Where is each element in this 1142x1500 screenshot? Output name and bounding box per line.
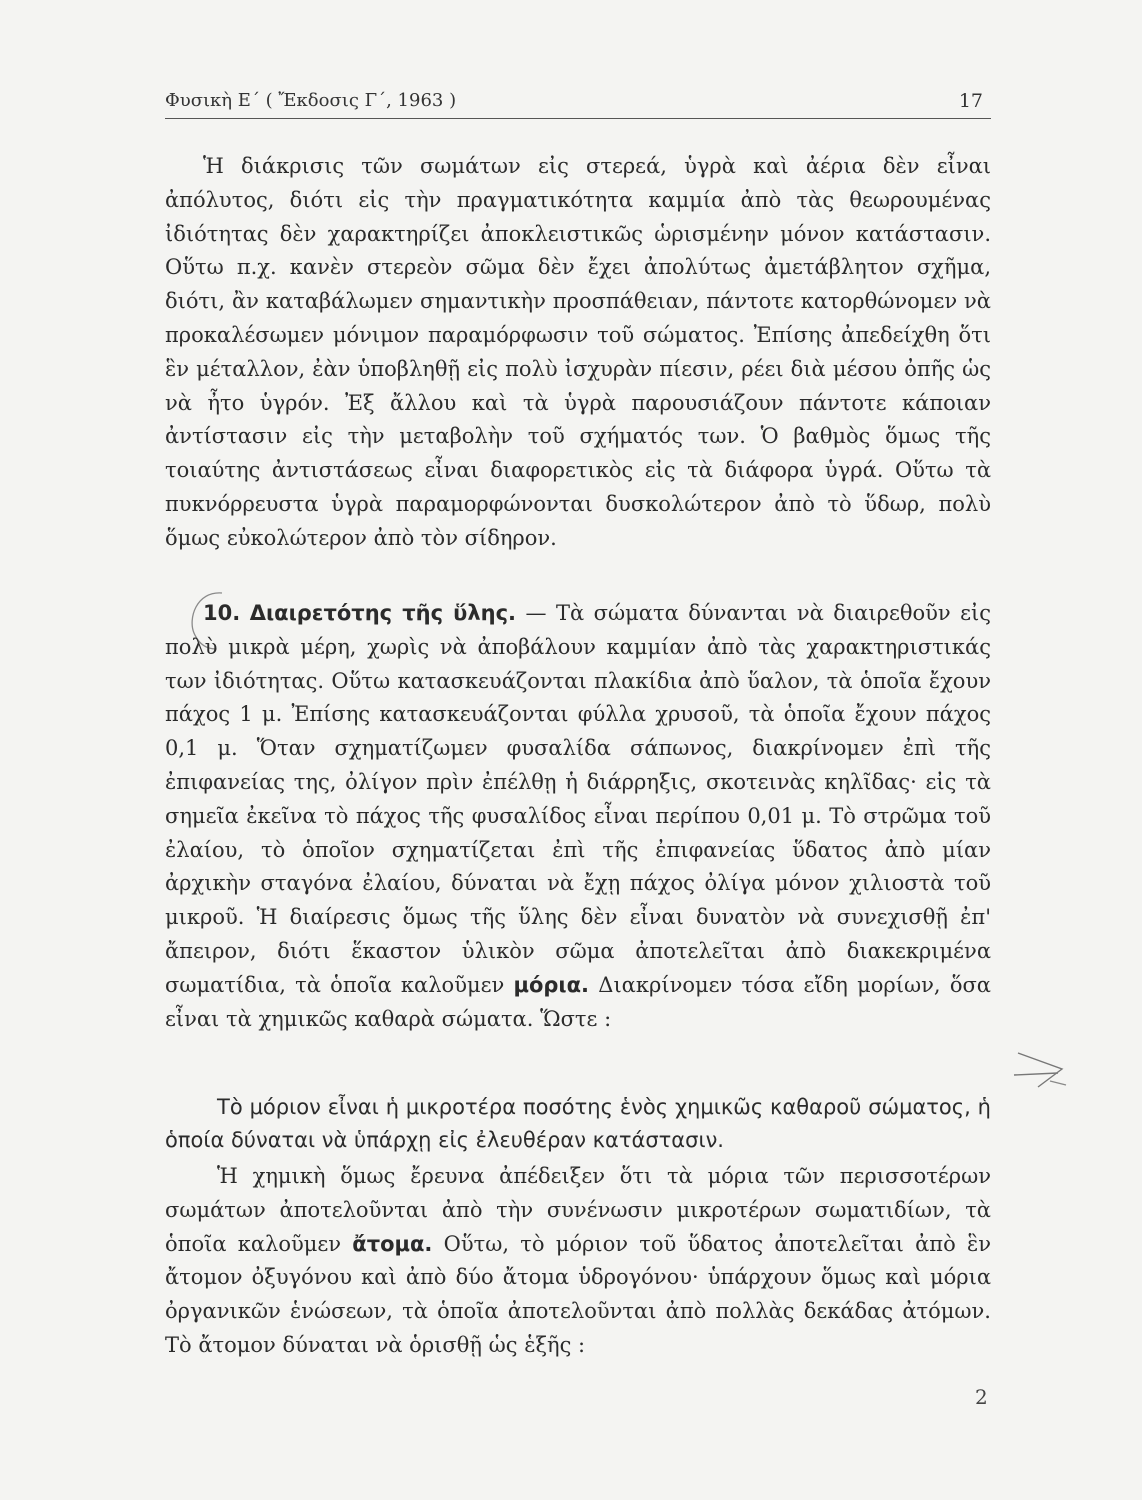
section-divisibility <box>165 597 991 1036</box>
sheet-signature-number: 2 <box>975 1385 988 1409</box>
section-title: Διαιρετότης τῆς ὕλης. <box>249 601 516 625</box>
paragraph-atoms-end: Οὕτω, τὸ μόριον τοῦ ὕδατος ἀποτελεῖται ἀπὸ ἓν ἄτομον ὀξυγόνου καὶ ἀπὸ δύο ἄτομα ὑδρογόνου· ὑπάρχουν ὅμως καὶ μόρια ὀργανικῶν ἑνώσεων, τὰ ὁποῖα ἀποτελοῦνται ἀπὸ πολλὰς δεκάδας ἀτόμων. Τὸ ἄτομον δύναται νὰ ὁρισθῇ ὡς ἑξῆς : <box>165 1231 992 1357</box>
pencil-arrow-mark <box>1010 1045 1080 1095</box>
paragraph-atoms-start: Ἡ χημικὴ ὅμως ἔρευνα ἀπέδειξεν ὅτι τὰ μόρια τῶν περισσοτέρων σωμάτων ἀποτελοῦνται ἀπὸ τὴν συνένωσιν μικροτέρων σωματιδίων, τὰ ὁποῖα καλοῦμεν <box>165 1164 991 1256</box>
section-body-end: Διακρίνομεν τόσα εἴδη μορίων, ὅσα εἶναι τὰ χημικῶς καθαρὰ σώματα. Ὥστε : <box>165 972 991 1031</box>
running-header <box>165 88 991 119</box>
term-moria: μόρια. <box>513 972 590 997</box>
paragraph-atoms <box>165 1160 991 1363</box>
header-title: Φυσικὴ Ε΄ ( Ἔκδοσις Γ΄, 1963 ) <box>165 90 457 111</box>
definition-molecule: Τὸ μόριον εἶναι ἡ μικροτέρα ποσότης ἑνὸς χημικῶς καθαροῦ σώματος, ἡ ὁποία δύναται νὰ ὑπάρχῃ εἰς ἐλευθέραν κατάστασιν. <box>165 1095 991 1152</box>
section-number: 10. <box>203 601 241 625</box>
section-body: — Τὰ σώματα δύνανται νὰ διαιρεθοῦν εἰς πολὺ μικρὰ μέρη, χωρὶς νὰ ἀποβάλουν καμμίαν ἀπὸ τὰς χαρακτηριστικάς των ἰδιότητας. Οὕτω κατασκευάζονται πλακίδια ἀπὸ ὕαλον, τὰ ὁποῖα ἔχουν πάχος 1 μ. Ἐπίσης κατασκευάζονται φύλλα χρυσοῦ, τὰ ὁποῖα ἔχουν πάχος 0,1 μ. Ὅταν σχηματίζωμεν φυσαλίδα σάπωνος, διακρίνομεν ἐπὶ τῆς ἐπιφανείας της, ὀλίγον πρὶν ἐπέλθῃ ἡ διάρρηξις, σκοτεινὰς κηλῖδας· εἰς τὰ σημεῖα ἐκεῖνα τὸ πάχος τῆς φυσαλίδος εἶναι περίπου 0,01 μ. Τὸ στρῶμα τοῦ ἐλαίου, τὸ ὁποῖον σχηματίζεται ἐπὶ τῆς ἐπιφανείας ὕδατος ἀπὸ μίαν ἀρχικὴν σταγόνα ἐλαίου, δύναται νὰ ἔχῃ πάχος ὀλίγα μόνον χιλιοστὰ τοῦ μικροῦ. Ἡ διαίρεσις ὅμως τῆς ὕλης δὲν εἶναι δυνατὸν νὰ συνεχισθῇ ἐπ' ἄπειρον, διότι ἕκαστον ὑλικὸν σῶμα ἀποτελεῖται ἀπὸ διακεκριμένα σωματίδια, τὰ ὁποῖα καλοῦμεν <box>165 601 992 997</box>
page-number: 17 <box>958 90 983 112</box>
term-atoma: ἄτομα. <box>352 1231 433 1256</box>
paragraph-states-of-matter: Ἡ διάκρισις τῶν σωμάτων εἰς στερεά, ὑγρὰ καὶ ἀέρια δὲν εἶναι ἀπόλυτος, διότι εἰς τὴν πραγματικότητα καμμία ἀπὸ τὰς θεωρουμένας ἰδιότητας δὲν χαρακτηρίζει ἀποκλειστικῶς ὡρισμένην μόνον κατάστασιν. Οὕτω π.χ. κανὲν στερεὸν σῶμα δὲν ἔχει ἀπολύτως ἀμετάβλητον σχῆμα, διότι, ἂν καταβάλωμεν σημαντικὴν προσπάθειαν, πάντοτε κατορθώνομεν νὰ προκαλέσωμεν μόνιμον παραμόρφωσιν τοῦ σώματος. Ἐπίσης ἀπεδείχθη ὅτι ἓν μέταλλον, ἐὰν ὑποβληθῇ εἰς πολὺ ἰσχυρὰν πίεσιν, ρέει διὰ μέσου ὀπῆς ὡς νὰ ἦτο ὑγρόν. Ἐξ ἄλλου καὶ τὰ ὑγρὰ παρουσιάζουν πάντοτε κάποιαν ἀντίστασιν εἰς τὴν μεταβολὴν τοῦ σχήματός των. Ὁ βαθμὸς ὅμως τῆς τοιαύτης ἀντιστάσεως εἶναι διαφορετικὸς εἰς τὰ διάφορα ὑγρά. Οὕτω τὰ πυκνόρρευστα ὑγρὰ παραμορφώνονται δυσκολώτερον ἀπὸ τὸ ὕδωρ, πολὺ ὅμως εὐκολώτερον ἀπὸ τὸν σίδηρον. <box>165 154 991 550</box>
